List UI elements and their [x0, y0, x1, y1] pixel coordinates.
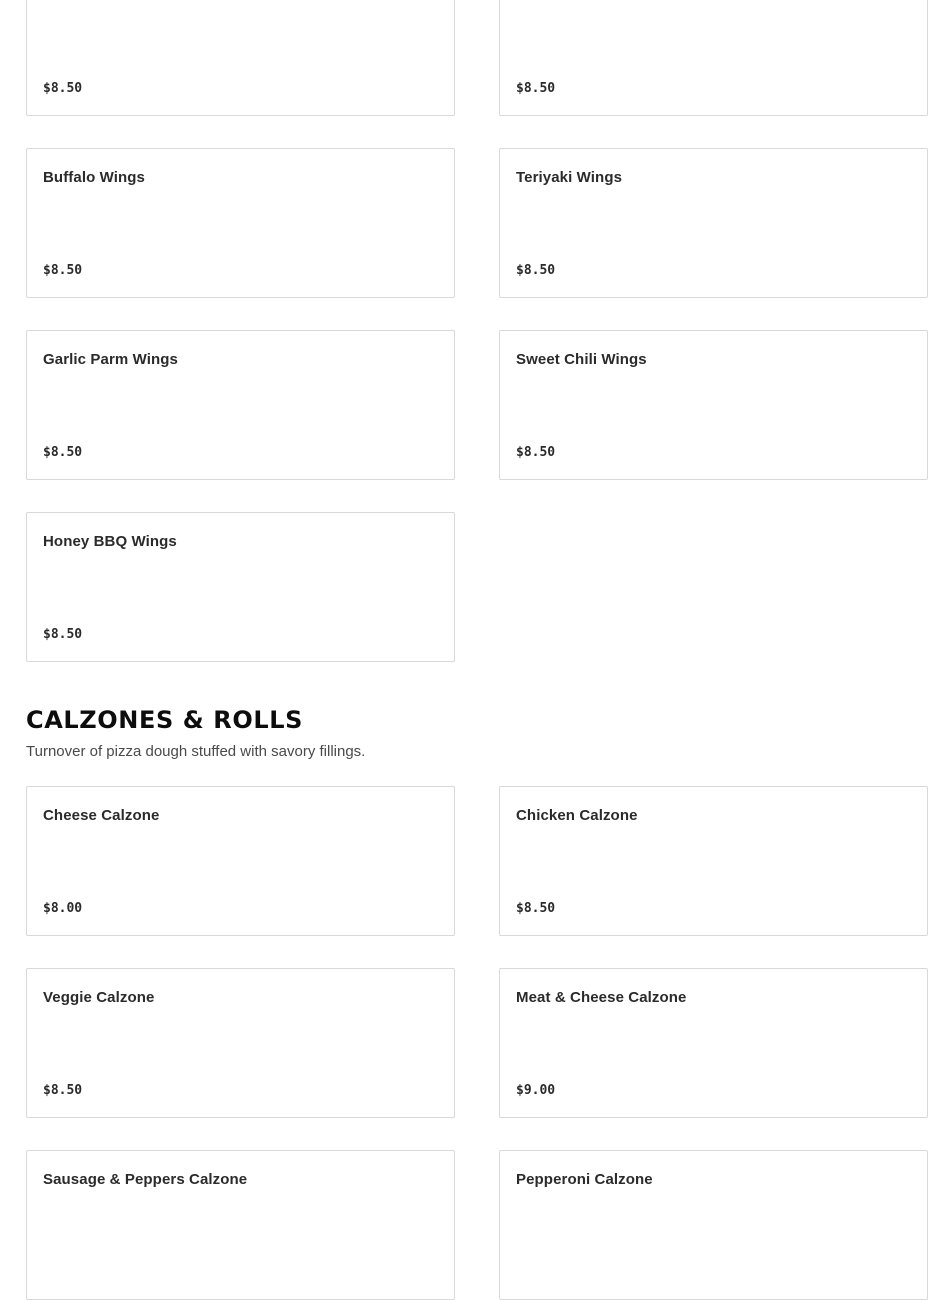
menu-item-price: $8.50: [43, 1083, 83, 1098]
menu-item-name: Sweet Chili Wings: [516, 351, 647, 368]
wings-grid: [26, 0, 928, 662]
menu-item-price: $9.00: [516, 1083, 556, 1098]
menu-item-price: $8.50: [516, 901, 556, 916]
menu-item-buffalo-wings[interactable]: [26, 148, 455, 298]
menu-item-sweet-chili-wings[interactable]: [499, 330, 928, 480]
menu-item-price: $8.50: [43, 627, 83, 642]
menu-item-name: Teriyaki Wings: [516, 169, 623, 186]
menu-item-name: Pepperoni Calzone: [516, 1171, 653, 1188]
menu-item-name: Garlic Parm Wings: [43, 351, 178, 368]
menu-item-name: Buffalo Wings: [43, 169, 145, 186]
calzones-grid: [26, 786, 928, 1300]
menu-item-price: $8.50: [43, 445, 83, 460]
menu-item-veggie-calzone[interactable]: [26, 968, 455, 1118]
menu-item-garlic-parm-wings[interactable]: [26, 330, 455, 480]
menu-item-price: $8.50: [516, 263, 556, 278]
menu-item-name: Chicken Calzone: [516, 807, 638, 824]
menu-item-name: Honey BBQ Wings: [43, 533, 177, 550]
menu-item-price: $8.50: [516, 445, 556, 460]
menu-item-name: Cheese Calzone: [43, 807, 160, 824]
section-description: Turnover of pizza dough stuffed with savory fillings.: [26, 743, 366, 760]
menu-item-cheese-calzone[interactable]: [26, 786, 455, 936]
menu-item-price: $8.50: [516, 81, 556, 96]
menu-item-sausage-peppers-calzone[interactable]: [26, 1150, 455, 1300]
menu-item-card[interactable]: [26, 0, 455, 116]
menu-item-teriyaki-wings[interactable]: [499, 148, 928, 298]
menu-content: [26, 0, 928, 1300]
menu-item-card[interactable]: [499, 0, 928, 116]
menu-item-name: Meat & Cheese Calzone: [516, 989, 687, 1006]
menu-item-meat-cheese-calzone[interactable]: [499, 968, 928, 1118]
calzones-section-header: [26, 704, 928, 760]
menu-item-name: Veggie Calzone: [43, 989, 155, 1006]
menu-item-price: $8.50: [43, 81, 83, 96]
menu-item-chicken-calzone[interactable]: [499, 786, 928, 936]
menu-item-honey-bbq-wings[interactable]: [26, 512, 455, 662]
menu-item-pepperoni-calzone[interactable]: [499, 1150, 928, 1300]
section-title: CALZONES & ROLLS: [26, 706, 304, 734]
menu-item-price: $8.50: [43, 263, 83, 278]
menu-item-name: Sausage & Peppers Calzone: [43, 1171, 248, 1188]
menu-item-price: $8.00: [43, 901, 83, 916]
